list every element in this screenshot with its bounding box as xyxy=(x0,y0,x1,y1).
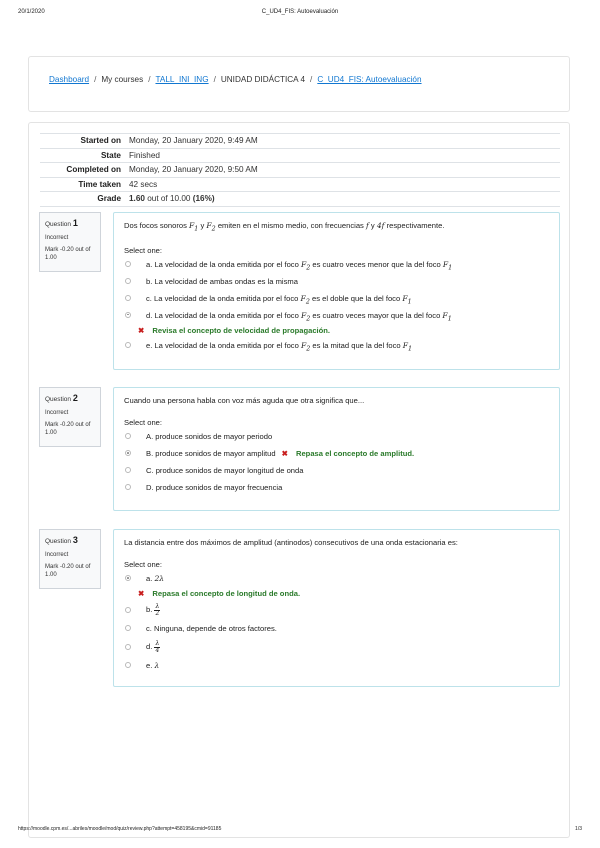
summary-row xyxy=(40,163,560,178)
answer-text-part: d. xyxy=(146,642,153,651)
math-f2 xyxy=(300,310,311,323)
question-mark: Mark -0.20 out of 1.00 xyxy=(45,421,91,436)
breadcrumb-my-courses: My courses xyxy=(101,75,144,84)
breadcrumb-course-link[interactable]: TALL_INI_ING xyxy=(155,75,209,84)
question-mark: Mark -0.20 out of 1.00 xyxy=(45,246,91,261)
answer-text-part: b. xyxy=(146,605,153,614)
math-f1 xyxy=(189,221,199,233)
pdf-header xyxy=(18,9,582,19)
answer-list xyxy=(124,570,549,674)
answer-option[interactable] xyxy=(124,273,549,290)
math-subscript: 1 xyxy=(407,298,412,306)
radio-button[interactable] xyxy=(125,484,131,490)
summary-row xyxy=(40,134,560,149)
math-f: f xyxy=(365,221,369,230)
math-symbol: F xyxy=(402,340,409,350)
math-subscript: 1 xyxy=(408,345,413,353)
math-f2 xyxy=(300,293,310,306)
answer-feedback-row xyxy=(124,324,549,337)
answer-text xyxy=(146,337,412,358)
breadcrumb-separator: / xyxy=(148,75,151,84)
breadcrumb xyxy=(49,75,422,84)
question-word: Question xyxy=(45,538,72,545)
print-page-number: 1/3 xyxy=(575,826,582,832)
answer-text-part: B. produce sonidos de mayor amplitud xyxy=(146,449,276,458)
answer-option-selected[interactable] xyxy=(124,445,549,462)
question-state: Incorrect xyxy=(45,234,69,241)
answer-text-part: e. xyxy=(146,661,153,670)
grade-value xyxy=(125,192,560,207)
answer-option[interactable] xyxy=(124,637,549,657)
answer-feedback xyxy=(282,449,415,458)
question-info xyxy=(39,387,101,447)
question-info xyxy=(39,529,101,589)
radio-button-selected[interactable] xyxy=(125,450,131,456)
radio-button[interactable] xyxy=(125,261,131,267)
answer-text: b. La velocidad de ambas ondas es la misma xyxy=(146,276,298,286)
answer-text xyxy=(146,570,164,587)
radio-button[interactable] xyxy=(125,295,131,301)
answer-feedback xyxy=(138,324,330,337)
math-symbol: F xyxy=(402,293,408,303)
math-subscript: 1 xyxy=(448,264,453,272)
math-f2 xyxy=(206,221,216,233)
answer-text-part: es cuatro veces menor que la del foco xyxy=(312,259,441,269)
print-title: C_UD4_FIS: Autoevaluación xyxy=(261,9,339,15)
breadcrumb-box xyxy=(28,56,570,112)
summary-label: Completed on xyxy=(40,163,125,178)
breadcrumb-unit: UNIDAD DIDÁCTICA 4 xyxy=(220,75,306,84)
summary-label: Time taken xyxy=(40,177,125,192)
math-subscript: 2 xyxy=(305,298,310,306)
math-subscript: 1 xyxy=(194,225,199,233)
select-one-label: Select one: xyxy=(124,418,162,427)
question-text xyxy=(124,221,549,233)
math-subscript: 2 xyxy=(306,264,311,272)
question-content xyxy=(113,529,560,687)
incorrect-x-icon: ✖ xyxy=(281,449,288,458)
math-f1 xyxy=(442,310,452,323)
question-text: La distancia entre dos máximos de amplitud (antinodos) consecutivos de una onda estacionaria es: xyxy=(124,538,458,547)
feedback-text: Repasa el concepto de longitud de onda. xyxy=(152,589,301,598)
math-symbol: F xyxy=(300,340,307,350)
question-number-value: 3 xyxy=(72,535,78,545)
select-one-label: Select one: xyxy=(124,560,162,569)
fraction-numerator: λ xyxy=(155,639,160,647)
grade-points: 1.60 xyxy=(129,194,145,204)
breadcrumb-separator: / xyxy=(310,75,313,84)
fraction-denominator: 2 xyxy=(155,609,160,617)
select-one-label: Select one: xyxy=(124,245,162,255)
question-text-part: emiten en el mismo medio, con frecuencias xyxy=(217,221,364,230)
answer-list xyxy=(124,428,549,496)
math-symbol: F xyxy=(442,259,449,269)
fraction-numerator: λ xyxy=(155,602,160,610)
radio-button[interactable] xyxy=(125,433,131,439)
print-date: 20/1/2020 xyxy=(18,9,45,15)
question-text: Cuando una persona habla con voz más aguda que otra significa que... xyxy=(124,396,365,405)
answer-option[interactable] xyxy=(124,290,549,307)
question-number xyxy=(45,534,95,547)
question-content xyxy=(113,387,560,511)
answer-text-part: es cuatro veces mayor que la del foco xyxy=(312,310,441,320)
answer-text-part: es el doble que la del foco xyxy=(311,293,401,303)
answer-option[interactable] xyxy=(124,256,549,273)
radio-button[interactable] xyxy=(125,342,131,348)
math-symbol: F xyxy=(300,293,306,303)
question-text-part: y xyxy=(200,221,205,230)
answer-text xyxy=(146,637,160,657)
answer-option[interactable] xyxy=(124,462,549,479)
grade-percent: (16%) xyxy=(192,194,215,204)
answer-text-part: a. La velocidad de la onda emitida por el foco xyxy=(146,259,299,269)
math-symbol: F xyxy=(442,310,448,320)
answer-text: C. produce sonidos de mayor longitud de onda xyxy=(146,466,304,475)
grade-label: Grade xyxy=(40,192,125,207)
answer-text xyxy=(146,657,159,674)
question-text-part: respectivamente. xyxy=(386,221,445,230)
summary-value: Finished xyxy=(125,148,560,163)
summary-row xyxy=(40,148,560,163)
answer-option[interactable] xyxy=(124,600,549,620)
math-subscript: 1 xyxy=(447,315,452,323)
answer-option[interactable] xyxy=(124,620,549,637)
attempt-summary-table xyxy=(40,133,560,207)
question-number xyxy=(45,392,95,405)
question-mark: Mark -0.20 out of 1.00 xyxy=(45,563,91,578)
math-expression: 2λ xyxy=(154,574,165,583)
summary-row-grade xyxy=(40,192,560,207)
math-subscript: 2 xyxy=(211,225,216,233)
pdf-footer xyxy=(18,826,582,836)
math-subscript: 2 xyxy=(306,345,311,353)
math-4f: 4f xyxy=(376,221,385,230)
answer-text: c. Ninguna, depende de otros factores. xyxy=(146,624,277,633)
question-number-value: 1 xyxy=(72,218,78,228)
radio-button[interactable] xyxy=(125,467,131,473)
answer-option[interactable] xyxy=(124,428,549,445)
summary-value: 42 secs xyxy=(125,177,560,192)
math-symbol: F xyxy=(300,259,307,269)
grade-out-of: out of 10.00 xyxy=(147,194,191,204)
radio-button[interactable] xyxy=(125,607,131,613)
question-word: Question xyxy=(45,221,72,228)
question-word: Question xyxy=(45,396,72,403)
feedback-text: Revisa el concepto de velocidad de propagación. xyxy=(152,325,331,335)
summary-row xyxy=(40,177,560,192)
summary-value: Monday, 20 January 2020, 9:49 AM xyxy=(125,134,560,149)
summary-label: Started on xyxy=(40,134,125,149)
answer-list xyxy=(124,256,549,354)
answer-text-part: c. La velocidad de la onda emitida por el foco xyxy=(146,293,299,303)
question-number xyxy=(45,217,95,230)
answer-option[interactable] xyxy=(124,657,549,674)
breadcrumb-separator: / xyxy=(213,75,216,84)
radio-button[interactable] xyxy=(125,278,131,284)
question-number-value: 2 xyxy=(72,393,78,403)
fraction-denominator: 4 xyxy=(155,646,160,654)
math-symbol: F xyxy=(206,221,212,230)
radio-button[interactable] xyxy=(125,625,131,631)
question-content xyxy=(113,212,560,370)
incorrect-x-icon: ✖ xyxy=(138,589,145,598)
radio-button[interactable] xyxy=(125,644,131,650)
math-f2 xyxy=(300,340,311,353)
radio-button-selected[interactable] xyxy=(125,312,131,318)
question-info xyxy=(39,212,101,272)
answer-option[interactable] xyxy=(124,337,549,354)
answer-text-part: e. La velocidad de la onda emitida por el foco xyxy=(146,340,299,350)
math-symbol: F xyxy=(189,221,195,230)
print-url: https://moodle.cpm.es/...abriles/moodle/mod/quiz/review.php?attempt=458195&cmid=91185 xyxy=(18,826,222,832)
answer-text: D. produce sonidos de mayor frecuencia xyxy=(146,483,283,492)
math-expression: λ xyxy=(154,661,160,670)
feedback-text: Repasa el concepto de amplitud. xyxy=(295,449,415,458)
breadcrumb-quiz-link[interactable]: C_UD4_FIS: Autoevaluación xyxy=(317,75,422,84)
answer-feedback-row xyxy=(124,587,549,600)
question-state: Incorrect xyxy=(45,409,69,416)
breadcrumb-dashboard-link[interactable]: Dashboard xyxy=(49,75,90,84)
math-f1 xyxy=(442,259,453,272)
answer-option-selected[interactable] xyxy=(124,307,549,324)
answer-text xyxy=(146,600,160,620)
math-subscript: 2 xyxy=(306,315,311,323)
math-symbol: F xyxy=(300,310,307,320)
fraction xyxy=(154,641,160,654)
incorrect-x-icon: ✖ xyxy=(138,325,145,335)
math-f2 xyxy=(300,259,311,272)
question-text-part: Dos focos sonoros xyxy=(124,221,187,230)
answer-text-part: d. La velocidad de la onda emitida por el foco xyxy=(146,310,299,320)
answer-option[interactable] xyxy=(124,479,549,496)
answer-text-part: a. xyxy=(146,574,153,583)
radio-button[interactable] xyxy=(125,662,131,668)
answer-text-part: es la mitad que la del foco xyxy=(312,340,401,350)
answer-text: A. produce sonidos de mayor periodo xyxy=(146,432,273,441)
answer-option-selected[interactable] xyxy=(124,570,549,587)
fraction xyxy=(154,604,160,617)
summary-label: State xyxy=(40,148,125,163)
summary-value: Monday, 20 January 2020, 9:50 AM xyxy=(125,163,560,178)
breadcrumb-separator: / xyxy=(94,75,97,84)
answer-feedback xyxy=(138,587,300,600)
answer-text xyxy=(146,445,414,462)
question-text-part: y xyxy=(370,221,375,230)
math-f1 xyxy=(402,340,413,353)
math-f1 xyxy=(402,293,412,306)
question-state: Incorrect xyxy=(45,551,69,558)
radio-button-selected[interactable] xyxy=(125,575,131,581)
